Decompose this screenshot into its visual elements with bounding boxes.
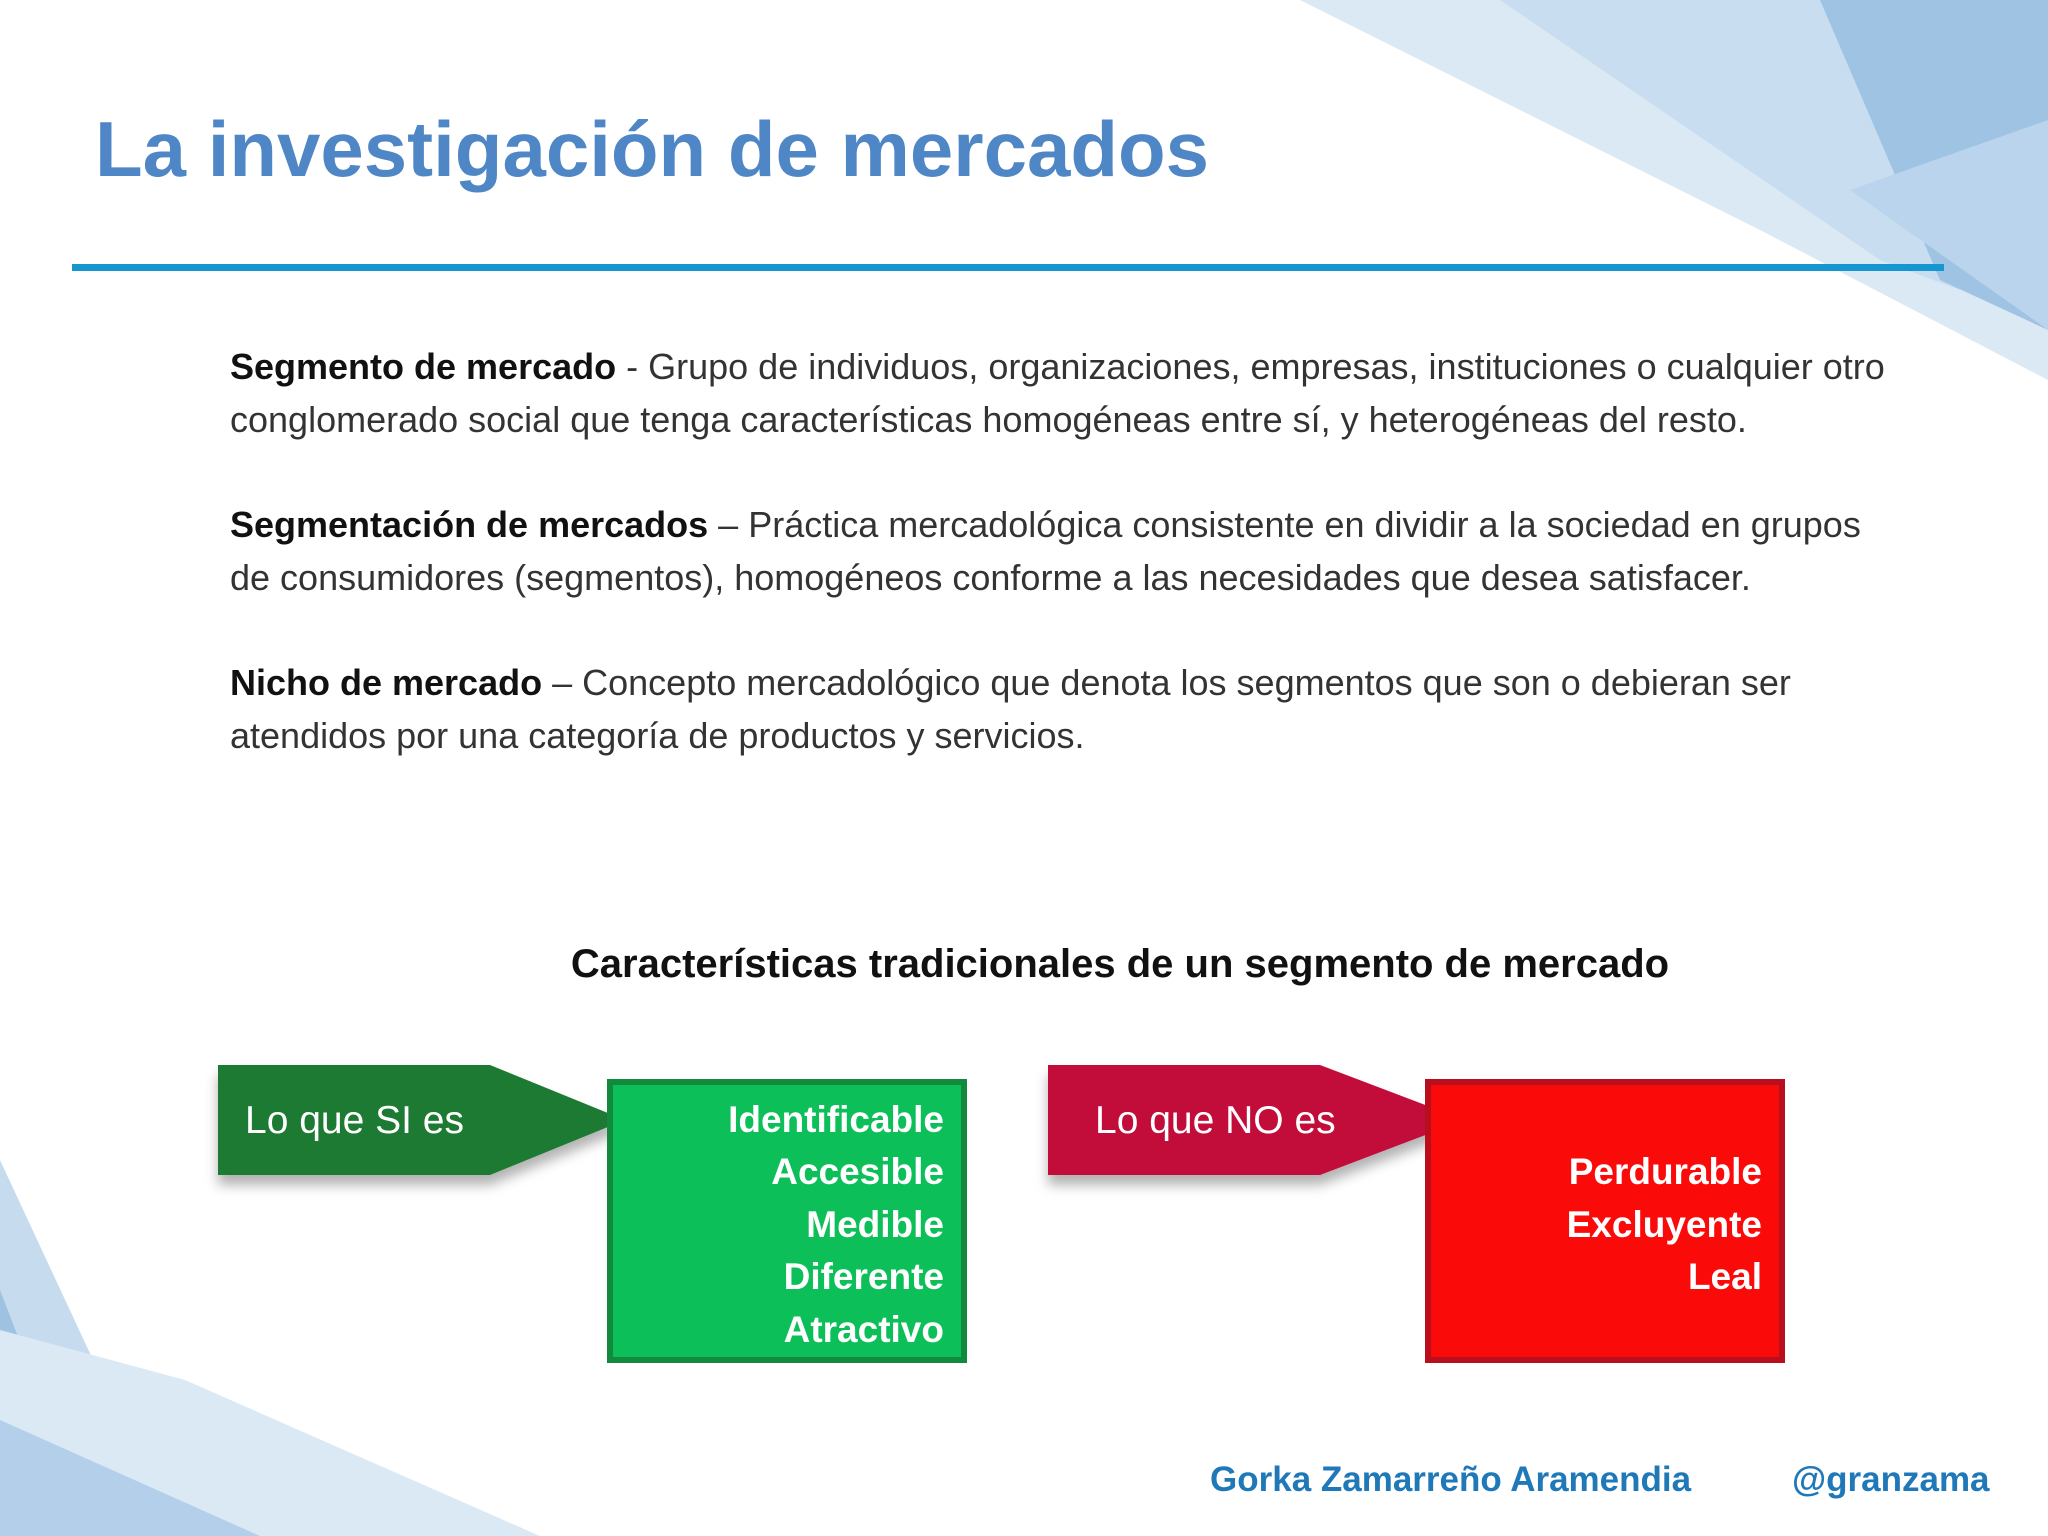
title-divider	[72, 264, 1944, 271]
is-arrow-label: Lo que SI es	[245, 1099, 464, 1142]
is-item: Diferente	[783, 1256, 944, 1297]
is-item: Accesible	[771, 1151, 944, 1192]
definition-text: Práctica mercadológica consistente en dividir a la sociedad en grupos de consumidores (segmentos), homogéneos conforme a las necesidades que desea satisfacer.	[230, 504, 1861, 598]
is-not-arrow-label: Lo que NO es	[1095, 1099, 1336, 1142]
is-item: Atractivo	[783, 1309, 944, 1350]
definition-term: Nicho de mercado	[230, 662, 543, 703]
characteristics-heading: Características tradicionales de un segmento de mercado	[570, 942, 1670, 986]
is-not-item: Excluyente	[1566, 1204, 1762, 1245]
slide-title: La investigación de mercados	[95, 105, 1210, 193]
definitions-list	[230, 340, 1900, 814]
definition-separator: –	[542, 662, 583, 703]
definition-segmentacion	[230, 498, 1900, 604]
is-item: Identificable	[728, 1099, 944, 1140]
definition-term: Segmento de mercado	[230, 346, 617, 387]
definition-term: Segmentación de mercados	[230, 504, 709, 545]
definition-text: Concepto mercadológico que denota los segmentos que son o debieran ser atendidos por una categoría de productos y servicios.	[230, 662, 1791, 756]
footer-handle: @granzama	[1792, 1460, 1990, 1499]
definition-nicho	[230, 656, 1900, 762]
definition-segmento	[230, 340, 1900, 446]
is-item: Medible	[806, 1204, 944, 1245]
is-not-item: Leal	[1687, 1256, 1762, 1297]
is-not-item: Perdurable	[1568, 1151, 1762, 1192]
definition-separator: -	[616, 346, 649, 387]
definition-separator: –	[708, 504, 749, 545]
definition-text: Grupo de individuos, organizaciones, empresas, instituciones o cualquier otro conglomerado social que tenga características homogéneas entre sí, y heterogéneas del resto.	[230, 346, 1885, 440]
footer-author: Gorka Zamarreño Aramendia	[1210, 1460, 1692, 1499]
